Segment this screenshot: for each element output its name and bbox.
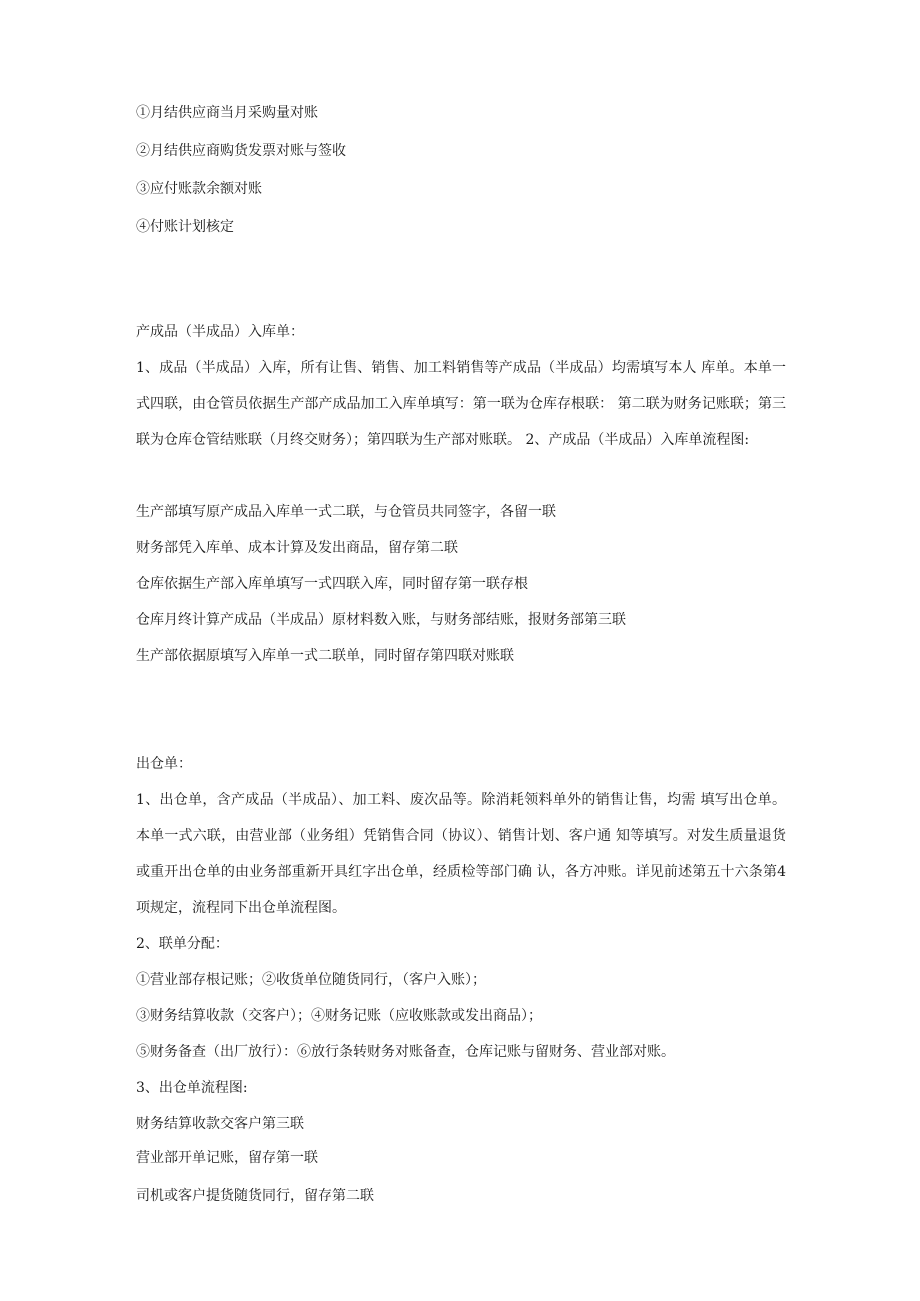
- list-item: ③应付账款余额对账: [136, 181, 262, 197]
- list-item: 2、联单分配：: [136, 936, 229, 952]
- list-item: ③财务结算收款（交客户）；④财务记账（应收账款或发出商品）；: [136, 1008, 542, 1024]
- flow-step: 生产部依据原填写入库单一式二联单，同时留存第四联对账联: [136, 648, 514, 664]
- flow-step: 财务结算收款交客户第三联: [136, 1116, 304, 1132]
- list-item: 3、出仓单流程图:: [136, 1080, 248, 1096]
- flow-step: 财务部凭入库单、成本计算及发出商品，留存第二联: [136, 540, 458, 556]
- flow-step: 营业部开单记账，留存第一联: [136, 1150, 318, 1166]
- section-paragraph: 1、出仓单，含产成品（半成品）、加工料、废次品等。除消耗领料单外的销售让售，均需 填写出仓单。本单一式六联，由营业部（业务组）凭销售合同（协议）、销售计划、客户通 知等填写。对发生质量退货或重开出仓单的由业务部重新开具红字出仓单，经质检等部门确 认，各方冲账。详见前述第五十六条第4项规定，流程同下出仓单流程图。: [136, 792, 786, 916]
- section-paragraph: 1、成品（半成品）入库，所有让售、销售、加工料销售等产成品（半成品）均需填写本人 库单。本单一式四联，由仓管员依据生产部产成品加工入库单填写：第一联为仓库存根联： 第二联为财务记账联；第三联为仓库仓管结账联（月终交财务）；第四联为生产部对账联。 2、产成品（半成品）入库单流程图:: [136, 360, 786, 448]
- list-item: ①营业部存根记账；②收货单位随货同行，（客户入账）；: [136, 972, 486, 988]
- flow-step: 仓库依据生产部入库单填写一式四联入库，同时留存第一联存根: [136, 576, 528, 592]
- list-item: ②月结供应商购货发票对账与签收: [136, 143, 346, 159]
- list-item: ①月结供应商当月采购量对账: [136, 105, 318, 121]
- list-item: ⑤财务备查（出厂放行）：⑥放行条转财务对账备查，仓库记账与留财务、营业部对账。: [136, 1044, 675, 1060]
- flow-step: 仓库月终计算产成品（半成品）原材料数入账，与财务部结账，报财务部第三联: [136, 612, 626, 628]
- section-title: 产成品（半成品）入库单：: [136, 324, 304, 340]
- flow-step: 司机或客户提货随货同行，留存第二联: [136, 1188, 374, 1204]
- flow-step: 生产部填写原产成品入库单一式二联，与仓管员共同签字，各留一联: [136, 504, 556, 520]
- section-title: 出仓单：: [136, 756, 192, 772]
- list-item: ④付账计划核定: [136, 219, 234, 235]
